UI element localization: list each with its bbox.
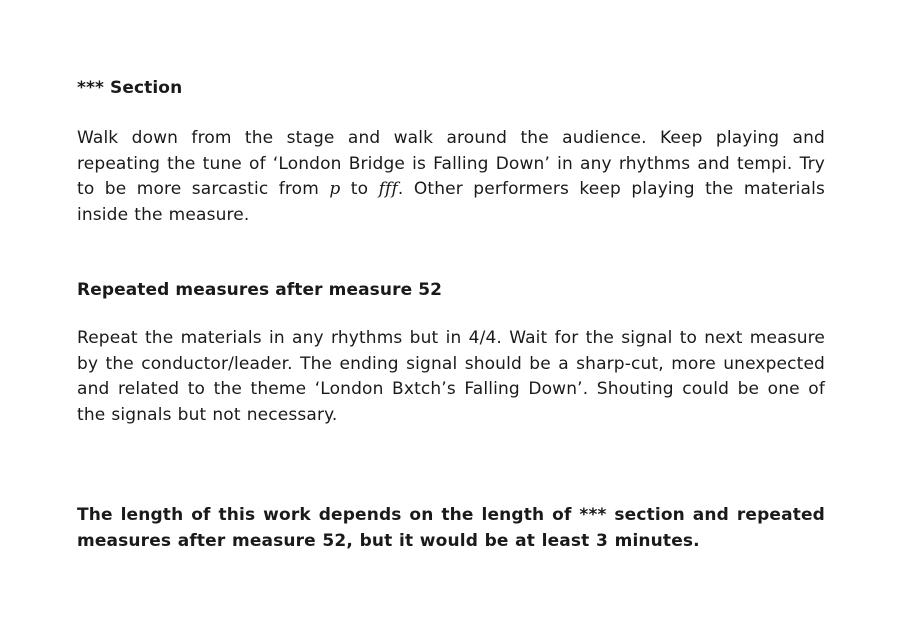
- section-instructions-stars: [77, 126, 825, 228]
- dynamic-marking-end: fff: [378, 179, 398, 199]
- score-instructions-page: [77, 0, 837, 636]
- instruction-text: Walk down from the stage and walk around the audience. Keep playing and repeating the tune of ‘London Bridge is Falling Down’ in any rhythms and tempi. Try to be more sarcastic from: [77, 128, 825, 199]
- instruction-text: to: [340, 179, 379, 199]
- section-heading-stars: *** Section: [77, 78, 183, 98]
- dynamic-marking-start: p: [329, 179, 341, 199]
- duration-note: The length of this work depends on the length of *** section and repeated measures after measure 52, but it would be at least 3 minutes.: [77, 505, 825, 551]
- section-instructions-repeated-measures: Repeat the materials in any rhythms but in 4/4. Wait for the signal to next measure by the conductor/leader. The ending signal should be a sharp-cut, more unexpected and related to the theme ‘London Bxtch’s Falling Down’. Shouting could be one of the signals but not necessary.: [77, 328, 825, 425]
- section-heading-repeated-measures: Repeated measures after measure 52: [77, 280, 443, 300]
- instruction-text: . Other performers keep playing the materials inside the measure.: [77, 179, 825, 225]
